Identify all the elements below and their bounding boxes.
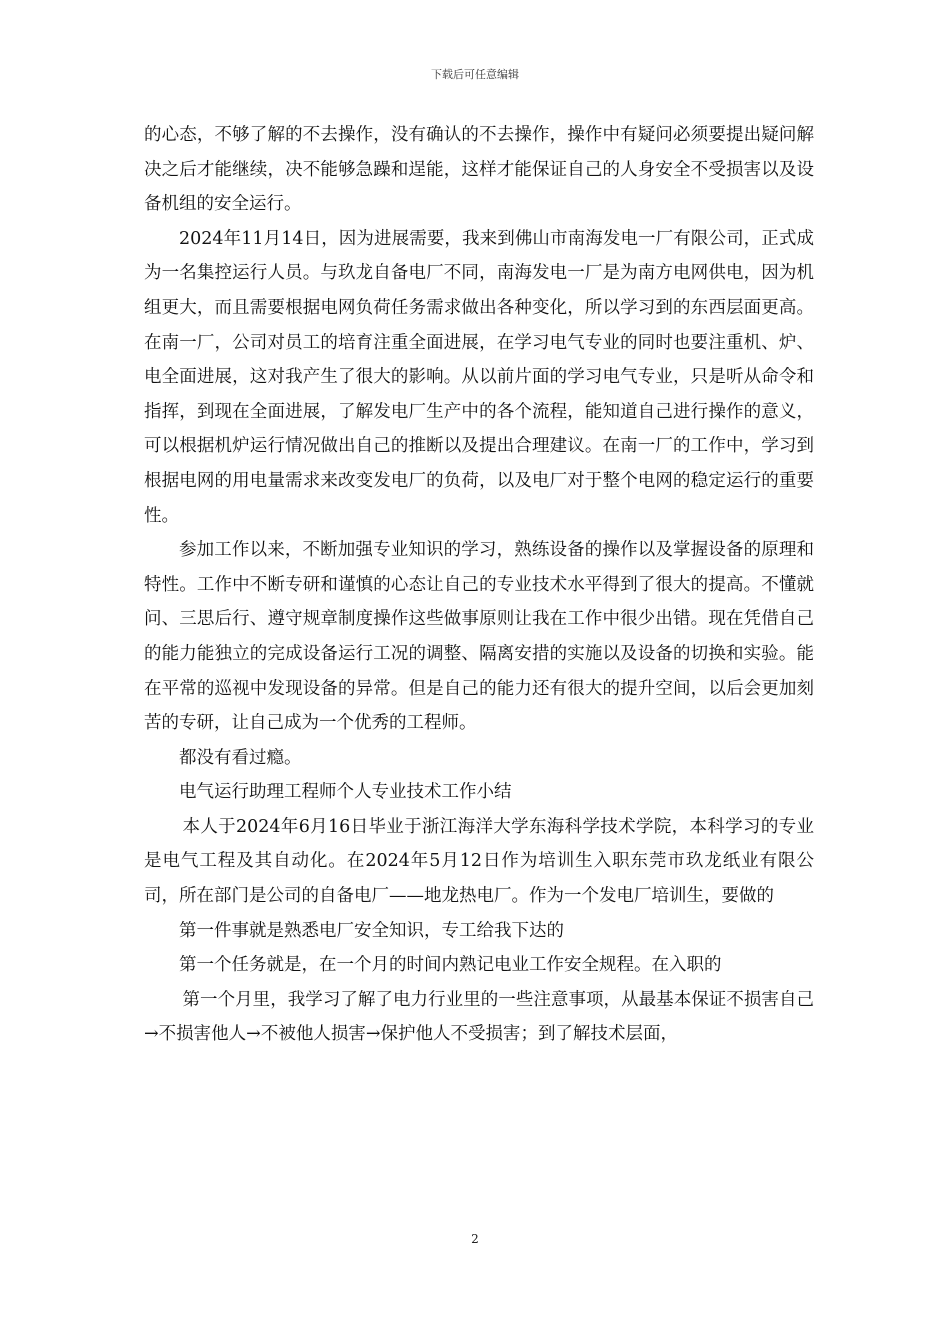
paragraph-5: 本人于2024年6月16日毕业于浙江海洋大学东海科学技术学院，本科学习的专业是电气工程及其自动化。在2024年5月12日作为培训生入职东莞市玖龙纸业有限公司，所在部门是公司的自备电厂——地龙热电厂。作为一个发电厂培训生，要做的 bbox=[144, 816, 814, 907]
paragraph-1: 的心态，不够了解的不去操作，没有确认的不去操作，操作中有疑问必须要提出疑问解决之后才能继续，决不能够急躁和逞能，这样才能保证自己的人身安全不受损害以及设备机组的安全运行。 bbox=[144, 125, 814, 215]
page-header: 下载后可任意编辑 bbox=[431, 68, 519, 81]
paragraph-3: 参加工作以来，不断加强专业知识的学习，熟练设备的操作以及掌握设备的原理和特性。工作中不断专研和谨慎的心态让自己的专业技术水平得到了很大的提高。不懂就问、三思后行、遵守规章制度操作这些做事原则让我在工作中很少出错。现在凭借自己的能力能独立的完成设备运行工况的调整、隔离安措的实施以及设备的切换和实验。能在平常的巡视中发现设备的异常。但是自己的能力还有很大的提升空间，以后会更加刻苦的专研，让自己成为一个优秀的工程师。 bbox=[144, 540, 814, 734]
paragraph-4: 都没有看过瘾。 bbox=[179, 747, 302, 768]
paragraph-7: 第一个任务就是，在一个月的时间内熟记电业工作安全规程。在入职的 bbox=[179, 955, 722, 976]
document-body bbox=[144, 118, 814, 1052]
paragraph-2: 2024年11月14日，因为进展需要，我来到佛山市南海发电一厂有限公司，正式成为一名集控运行人员。与玖龙自备电厂不同，南海发电一厂是为南方电网供电，因为机组更大，而且需要根据电网负荷任务需求做出各种变化，所以学习到的东西层面更高。在南一厂，公司对员工的培育注重全面进展，在学习电气专业的同时也要注重机、炉、电全面进展，这对我产生了很大的影响。从以前片面的学习电气专业，只是听从命令和指挥，到现在全面进展，了解发电厂生产中的各个流程，能知道自己进行操作的意义，可以根据机炉运行情况做出自己的推断以及提出合理建议。在南一厂的工作中，学习到根据电网的用电量需求来改变发电厂的负荷，以及电厂对于整个电网的稳定运行的重要性。 bbox=[144, 228, 814, 526]
page-number: 2 bbox=[471, 1232, 479, 1246]
paragraph-6: 第一件事就是熟悉电厂安全知识，专工给我下达的 bbox=[179, 920, 564, 941]
paragraph-8: 第一个月里，我学习了解了电力行业里的一些注意事项，从最基本保证不损害自己→不损害他人→不被他人损害→保护他人不受损害；到了解技术层面， bbox=[144, 989, 814, 1045]
section-title: 电气运行助理工程师个人专业技术工作小结 bbox=[179, 782, 512, 803]
